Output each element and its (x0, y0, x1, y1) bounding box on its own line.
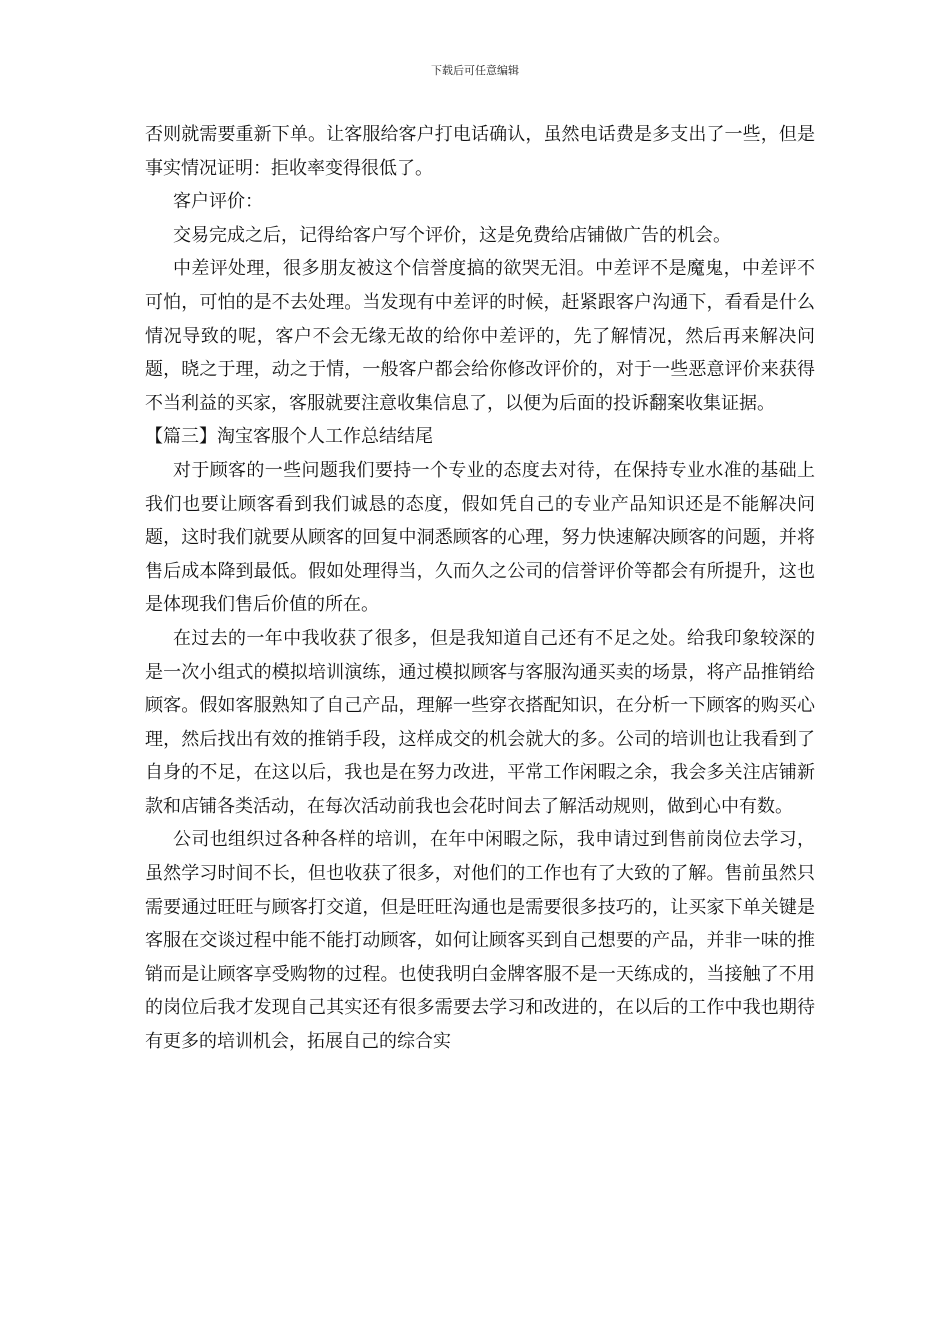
paragraph-1: 否则就需要重新下单。让客服给客户打电话确认，虽然电话费是多支出了一些，但是事实情况证明：拒收率变得很低了。 (145, 124, 815, 179)
paragraph-6: 对于顾客的一些问题我们要持一个专业的态度去对待，在保持专业水准的基础上我们也要让顾客看到我们诚恳的态度，假如凭自己的专业产品知识还是不能解决问题，这时我们就要从顾客的回复中洞悉顾客的心理，努力快速解决顾客的问题，并将售后成本降到最低。假如处理得当，久而久之公司的信誉评价等都会有所提升，这也是体现我们售后价值的所在。 (145, 459, 815, 616)
paragraph-4: 中差评处理，很多朋友被这个信誉度搞的欲哭无泪。中差评不是魔鬼，中差评不可怕，可怕的是不去处理。当发现有中差评的时候，赶紧跟客户沟通下，看看是什么情况导致的呢，客户不会无缘无故的给你中差评的，先了解情况，然后再来解决问题，晓之于理，动之于情，一般客户都会给你修改评价的，对于一些恶意评价来获得不当利益的买家，客服就要注意收集信息了，以便为后面的投诉翻案收集证据。 (145, 258, 815, 414)
paragraph-customer-review-label: 客户评价： (173, 191, 263, 213)
page-header: 下载后可任意编辑 (431, 64, 519, 77)
document-body (145, 118, 815, 1059)
section-heading: 【篇三】淘宝客服个人工作总结结尾 (145, 426, 433, 448)
paragraph-8: 公司也组织过各种各样的培训，在年中闲暇之际，我申请过到售前岗位去学习，虽然学习时间不长，但也收获了很多，对他们的工作也有了大致的了解。售前虽然只需要通过旺旺与顾客打交道，但是旺旺沟通也是需要很多技巧的，让买家下单关键是客服在交谈过程中能不能打动顾客，如何让顾客买到自己想要的产品，并非一味的推销而是让顾客享受购物的过程。也使我明白金牌客服不是一天练成的，当接触了不用的岗位后我才发现自己其实还有很多需要去学习和改进的，在以后的工作中我也期待有更多的培训机会，拓展自己的综合实 (145, 829, 815, 1053)
paragraph-7: 在过去的一年中我收获了很多，但是我知道自己还有不足之处。给我印象较深的是一次小组式的模拟培训演练，通过模拟顾客与客服沟通买卖的场景，将产品推销给顾客。假如客服熟知了自己产品，理解一些穿衣搭配知识，在分析一下顾客的购买心理，然后找出有效的推销手段，这样成交的机会就大的多。公司的培训也让我看到了自身的不足，在这以后，我也是在努力改进，平常工作闲暇之余，我会多关注店铺新款和店铺各类活动，在每次活动前我也会花时间去了解活动规则，做到心中有数。 (145, 627, 815, 817)
paragraph-3: 交易完成之后，记得给客户写个评价，这是免费给店铺做广告的机会。 (173, 224, 731, 246)
